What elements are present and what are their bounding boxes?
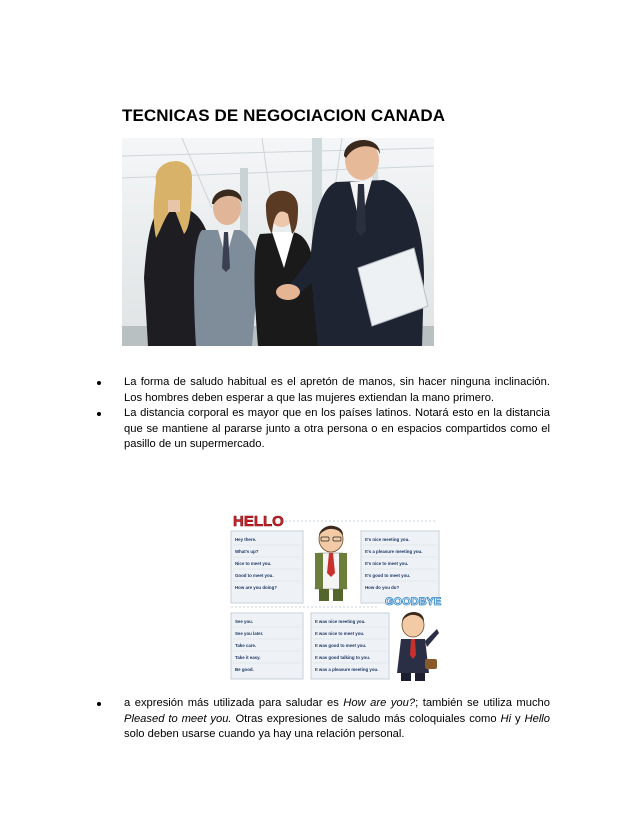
bye-right-4: It was a pleasure meeting you.	[315, 667, 379, 672]
phrase-pleased-to-meet-you: Pleased to meet you.	[124, 712, 232, 725]
document-title: TECNICAS DE NEGOCIACION CANADA	[122, 106, 446, 125]
bullet-dot	[97, 412, 101, 416]
text-segment: y	[511, 712, 525, 725]
bye-right-2: It was good to meet you.	[315, 643, 367, 648]
hello-right-0: It's nice meeting you.	[365, 537, 410, 542]
hello-left-0: Hey there.	[235, 537, 257, 542]
hello-left-3: Good to meet you.	[235, 573, 274, 578]
hello-right-3: It's good to meet you.	[365, 573, 411, 578]
bye-left-3: Take it easy.	[235, 655, 261, 660]
list-item-text: La distancia corporal es mayor que en los países latinos. Notará esto en la distancia que se mantiene al pararse junto a otra persona o en espacios compartidos como el pasillo de un supermercado.	[124, 407, 550, 451]
bye-left-1: See you later.	[235, 631, 264, 636]
bullet-dot	[97, 702, 101, 706]
list-item	[90, 406, 550, 453]
hello-left-1: What's up?	[235, 549, 259, 554]
hello-title: HELLO	[233, 513, 284, 530]
bye-left-4: Be good.	[235, 667, 254, 672]
list-item-text: La forma de saludo habitual es el apretón de manos, sin hacer ninguna inclinación. Los hombres deben esperar a que las mujeres extiendan la mano primero.	[124, 376, 550, 404]
bye-left-2: Take care.	[235, 643, 257, 648]
hello-right-1: It's a pleasure meeting you.	[365, 549, 423, 554]
hello-right-4: How do you do?	[365, 585, 400, 590]
list-item	[90, 696, 550, 743]
text-segment: Otras expresiones de saludo más coloquiales como	[231, 712, 501, 725]
hello-left-2: Nice to meet you.	[235, 561, 272, 566]
bye-left-0: See you.	[235, 619, 254, 624]
text-segment: solo deben usarse cuando ya hay una relación personal.	[124, 728, 405, 741]
hello-left-4: How are you doing?	[235, 585, 277, 590]
bye-right-0: It was nice meeting you.	[315, 619, 366, 624]
goodbye-title: GOODBYE	[385, 596, 442, 608]
list-item	[90, 375, 550, 406]
phrase-how-are-you: How are you?	[343, 697, 416, 709]
bullet-list-1	[90, 375, 550, 453]
handshake-photo	[122, 138, 434, 346]
bye-right-1: It was nice to meet you.	[315, 631, 365, 636]
phrase-hello: Hello	[524, 712, 551, 725]
hello-goodbye-image	[227, 509, 443, 685]
text-segment: a expresión más utilizada para saludar es	[124, 697, 344, 709]
bullet-dot	[97, 381, 101, 385]
bye-right-3: It was good talking to you.	[315, 655, 371, 660]
text-segment: ; también se utiliza mucho	[415, 697, 551, 709]
phrase-hi: Hi	[500, 712, 512, 725]
hello-right-2: It's nice to meet you.	[365, 561, 409, 566]
bullet-list-2	[90, 696, 550, 743]
